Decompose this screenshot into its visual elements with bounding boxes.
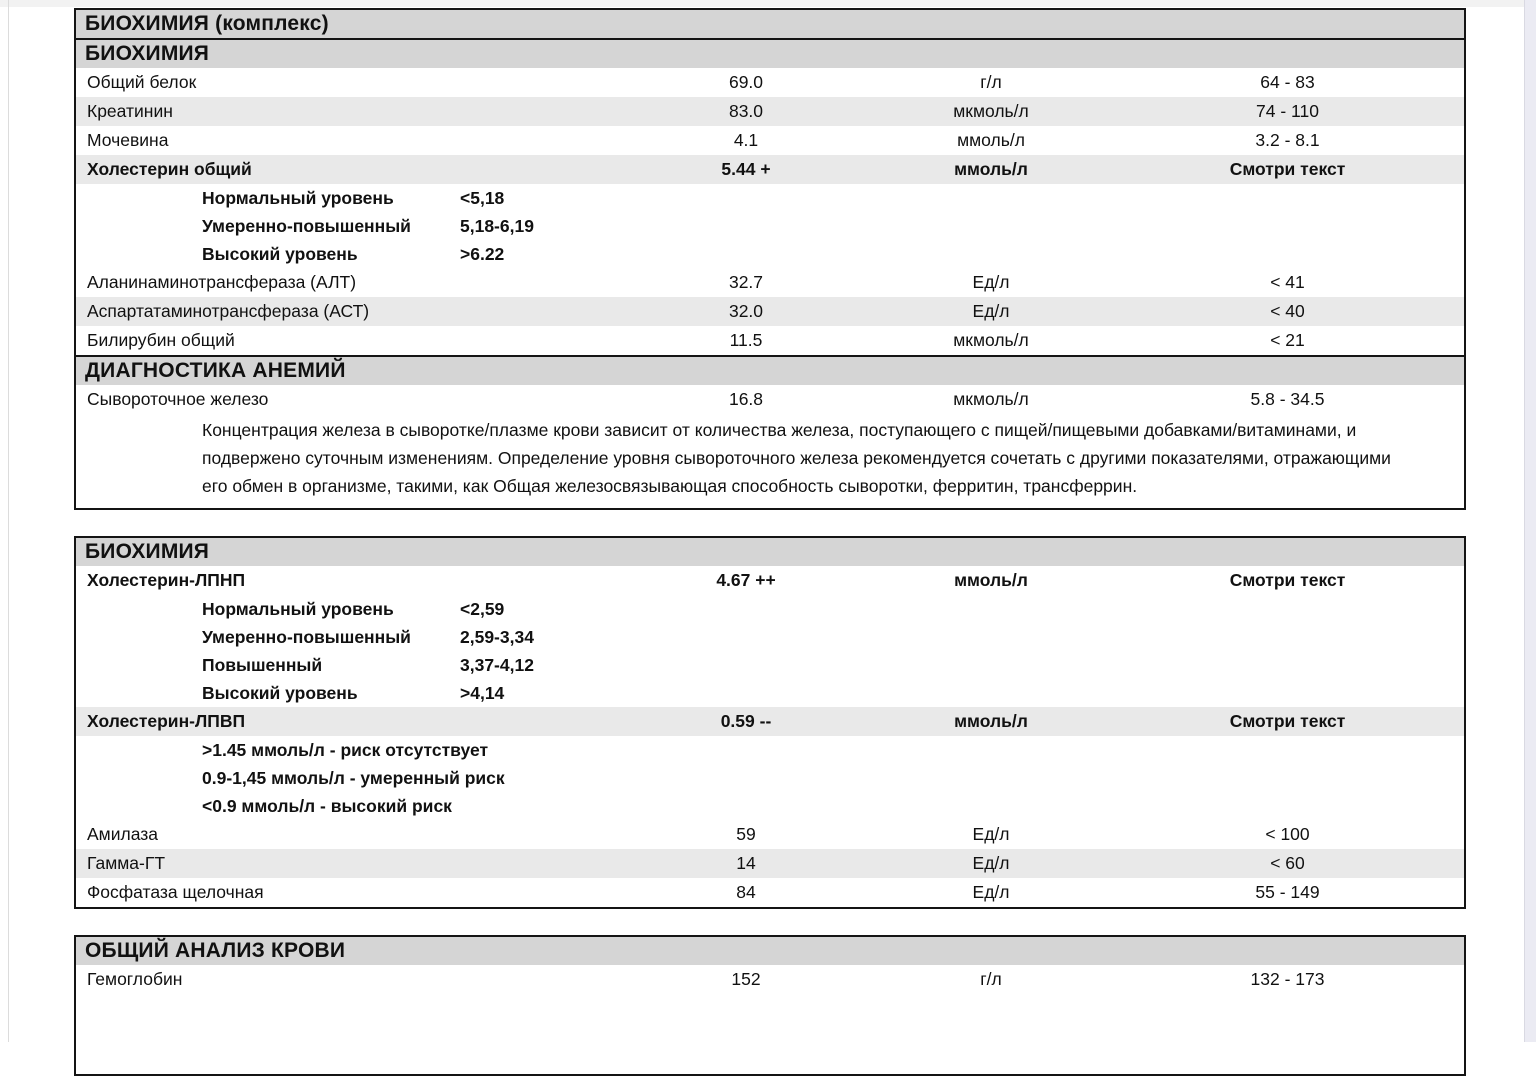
units: ммоль/л (954, 570, 1028, 590)
analyte-name: Фосфатаза щелочная (87, 882, 264, 902)
lab-row-serum-iron (76, 385, 1464, 414)
reference-range: < 21 (1270, 330, 1305, 350)
reference-range: 74 - 110 (1256, 101, 1319, 121)
reference-range: 3.2 - 8.1 (1255, 130, 1320, 150)
section-header-anemia-diagnostics: ДИАГНОСТИКА АНЕМИЙ (76, 355, 1464, 385)
section-header-cbc: ОБЩИЙ АНАЛИЗ КРОВИ (76, 937, 1464, 965)
report-title: БИОХИМИЯ (комплекс) (76, 10, 1464, 40)
result-value: 11.5 (729, 330, 763, 350)
result-value: 83.0 (728, 101, 764, 121)
lab-row (76, 297, 1464, 326)
analyte-name: Гемоглобин (87, 969, 183, 989)
reference-range: < 100 (1265, 824, 1310, 844)
analyte-name: Амилаза (87, 824, 158, 844)
units: Ед/л (972, 301, 1010, 321)
section-header-biochemistry-2: БИОХИМИЯ (76, 538, 1464, 566)
level-label: Высокий уровень (202, 682, 358, 703)
lab-row (76, 965, 1464, 994)
risk-note-row (76, 736, 1464, 764)
risk-note: 0.9-1,45 ммоль/л - умеренный риск (202, 767, 505, 788)
reference-range: Смотри текст (1229, 570, 1346, 590)
result-value: 0.59 -- (720, 711, 772, 731)
units: г/л (980, 969, 1002, 989)
risk-note: <0.9 ммоль/л - высокий риск (202, 795, 452, 816)
analyte-name: Билирубин общий (87, 330, 235, 350)
page-top-divider (0, 0, 1536, 7)
analyte-name: Холестерин-ЛПВП (87, 711, 246, 731)
lab-row (76, 849, 1464, 878)
reference-range: 132 - 173 (1250, 969, 1325, 989)
level-label: Умеренно-повышенный (202, 215, 411, 236)
reference-range: < 40 (1270, 301, 1305, 321)
result-value: 16.8 (728, 389, 764, 409)
level-label: Нормальный уровень (202, 598, 394, 619)
reference-range: 5.8 - 34.5 (1250, 389, 1325, 409)
lab-row-hdl-cholesterol (76, 707, 1464, 736)
lab-row (76, 326, 1464, 355)
risk-note-row (76, 764, 1464, 792)
units: Ед/л (972, 824, 1010, 844)
analyte-name: Сывороточное железо (87, 389, 269, 409)
risk-note: >1.45 ммоль/л - риск отсутствует (202, 739, 489, 760)
units: ммоль/л (957, 130, 1025, 150)
units: Ед/л (972, 272, 1010, 292)
units: ммоль/л (954, 159, 1028, 179)
result-value: 5.44 + (721, 159, 771, 179)
units: мкмоль/л (953, 101, 1029, 121)
units: мкмоль/л (953, 330, 1029, 350)
result-value: 84 (736, 882, 756, 902)
analyte-name: Гамма-ГТ (87, 853, 166, 873)
level-label: Умеренно-повышенный (202, 626, 411, 647)
reference-range: < 60 (1270, 853, 1305, 873)
risk-note-row (76, 792, 1464, 820)
result-value: 32.7 (728, 272, 764, 292)
result-value: 4.1 (733, 130, 759, 150)
units: г/л (980, 72, 1002, 92)
report-block-complete-blood-count (74, 935, 1466, 1076)
level-value: <2,59 (460, 598, 505, 619)
lab-row (76, 97, 1464, 126)
level-value: >6.22 (460, 243, 505, 264)
lab-row-total-cholesterol (76, 155, 1464, 184)
lab-report-document (74, 8, 1466, 1076)
lab-row (76, 268, 1464, 297)
result-value: 152 (731, 969, 761, 989)
lab-row-ldl-cholesterol (76, 566, 1464, 595)
level-value: 5,18-6,19 (460, 215, 534, 236)
analyte-name: Аланинаминотрансфераза (АЛТ) (87, 272, 357, 292)
level-value: <5,18 (460, 187, 505, 208)
level-row (76, 212, 1464, 240)
page-left-edge (8, 0, 9, 1042)
reference-range: < 41 (1270, 272, 1305, 292)
level-row (76, 595, 1464, 623)
reference-range: Смотри текст (1229, 711, 1346, 731)
reference-range: 64 - 83 (1260, 72, 1315, 92)
lab-row (76, 820, 1464, 849)
iron-comment-text: Концентрация железа в сыворотке/плазме крови зависит от количества железа, поступающего с пищей/пищевыми добавками/витаминами, и подвержено суточным изменениям. Определение уровня сывороточного железа рекомендуется сочетать с другими показателями, отражающими его обмен в организме, такими, как Общая железосвязывающая способность сыворотки, ферритин, трансферрин. (202, 420, 1391, 496)
analyte-name: Общий белок (87, 72, 197, 92)
level-value: 2,59-3,34 (460, 626, 534, 647)
analyte-name: Холестерин общий (87, 159, 252, 179)
result-value: 69.0 (728, 72, 764, 92)
report-block-biochemistry-complex (74, 8, 1466, 510)
reference-range: 55 - 149 (1255, 882, 1320, 902)
result-value: 4.67 ++ (716, 570, 776, 590)
result-value: 32.0 (728, 301, 764, 321)
lab-row (76, 126, 1464, 155)
analyte-name: Холестерин-ЛПНП (87, 570, 246, 590)
level-row (76, 679, 1464, 707)
analyte-name: Аспартатаминотрансфераза (АСТ) (87, 301, 370, 321)
report-block-biochemistry-lipids (74, 536, 1466, 909)
analyte-name: Мочевина (87, 130, 169, 150)
level-row (76, 623, 1464, 651)
result-value: 14 (736, 853, 756, 873)
level-row (76, 651, 1464, 679)
lab-row (76, 68, 1464, 97)
level-value: >4,14 (460, 682, 505, 703)
level-label: Повышенный (202, 654, 323, 675)
level-row (76, 184, 1464, 212)
analyte-name: Креатинин (87, 101, 173, 121)
level-value: 3,37-4,12 (460, 654, 534, 675)
scrollbar-track[interactable] (1524, 0, 1536, 1042)
level-label: Нормальный уровень (202, 187, 394, 208)
units: Ед/л (972, 882, 1010, 902)
units: ммоль/л (954, 711, 1028, 731)
units: Ед/л (972, 853, 1010, 873)
level-row (76, 240, 1464, 268)
level-label: Высокий уровень (202, 243, 358, 264)
result-value: 59 (736, 824, 756, 844)
section-header-biochemistry: БИОХИМИЯ (76, 40, 1464, 68)
units: мкмоль/л (953, 389, 1029, 409)
lab-row (76, 878, 1464, 907)
reference-range: Смотри текст (1229, 159, 1346, 179)
